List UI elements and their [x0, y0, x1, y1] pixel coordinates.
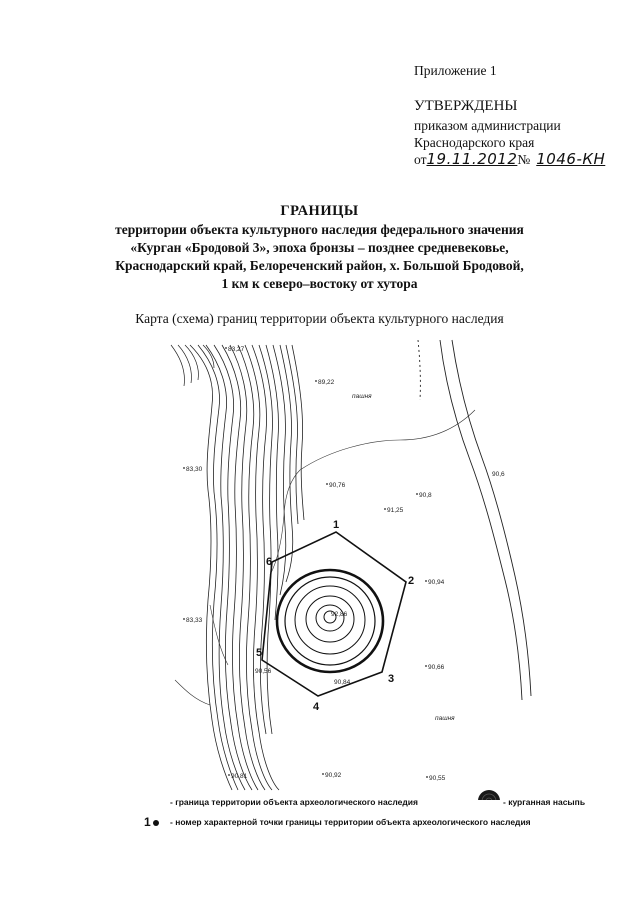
kurgan-mound [277, 570, 383, 672]
spot-dots [183, 347, 428, 778]
elevation-mark: 92,86 [331, 611, 348, 618]
appendix-label: Приложение 1 [414, 63, 497, 78]
upper-left-contours [171, 345, 214, 386]
title-line-2: «Курган «Бродовой 3», эпоха бронзы – позднее средневековье, [130, 240, 509, 255]
legend-mound-text: - курганная насыпь [503, 797, 586, 807]
elevation-mark: 89,22 [318, 379, 335, 386]
order-date: 19.11.2012 [426, 150, 518, 168]
elevation-mark: 90,94 [428, 579, 445, 586]
elevation-marks [186, 346, 505, 782]
map-caption: Карта (схема) границ территории объекта культурного наследия [135, 311, 504, 326]
elevation-mark: 90,55 [429, 775, 446, 782]
boundary-map [0, 330, 639, 800]
elevation-mark: 90,84 [334, 679, 351, 686]
order-from-prefix: от [414, 152, 427, 167]
legend-point-dot [153, 820, 159, 826]
elevation-mark: 90,6 [492, 471, 505, 478]
elevation-mark: 90,66 [428, 664, 445, 671]
elevation-mark: 90,8 [419, 492, 432, 499]
field-lines [175, 410, 475, 705]
document-title: ГРАНИЦЫ [280, 203, 359, 219]
title-line-3: Краснодарский край, Белореченский район, х. Большой Бродовой, [115, 258, 524, 273]
elevation-mark: 90,76 [329, 482, 346, 489]
order-line-2: Краснодарского края [414, 135, 535, 150]
approved-heading: УТВЕРЖДЕНЫ [414, 98, 518, 114]
elevation-mark: 83,33 [186, 617, 203, 624]
legend-point-number: 1 [144, 815, 151, 829]
order-line-3 [414, 151, 605, 168]
terrain-contours [190, 345, 304, 790]
boundary-point-5: 5 [256, 647, 263, 659]
elevation-mark: 90,81 [231, 773, 248, 780]
boundary-point-1: 1 [333, 519, 340, 531]
elevation-mark: 91,25 [387, 507, 404, 514]
order-number: 1046-КН [536, 150, 606, 168]
field-labels [352, 393, 455, 722]
elevation-mark: 90,92 [325, 772, 342, 779]
boundary-point-6: 6 [266, 556, 273, 568]
boundary-point-4: 4 [313, 701, 320, 713]
order-number-label: № [517, 152, 531, 167]
legend-boundary-text: - граница территории объекта археологического наследия [170, 797, 418, 807]
order-line-1: приказом администрации [414, 118, 561, 133]
elevation-mark: 90,56 [255, 668, 272, 675]
field-label: пашня [352, 393, 372, 400]
boundary-point-2: 2 [408, 575, 415, 587]
boundary-point-3: 3 [388, 673, 395, 685]
right-road [418, 340, 531, 700]
title-line-4: 1 км к северо–востоку от хутора [221, 276, 418, 291]
legend-point-symbol [144, 815, 159, 829]
elevation-mark: 83,30 [186, 466, 203, 473]
elevation-mark: 83,27 [228, 346, 245, 353]
legend-mound-symbol [478, 790, 500, 800]
field-label: пашня [435, 715, 455, 722]
title-line-1: территории объекта культурного наследия федерального значения [115, 222, 524, 237]
legend-point-text: - номер характерной точки границы территории объекта археологического наследия [170, 817, 531, 827]
